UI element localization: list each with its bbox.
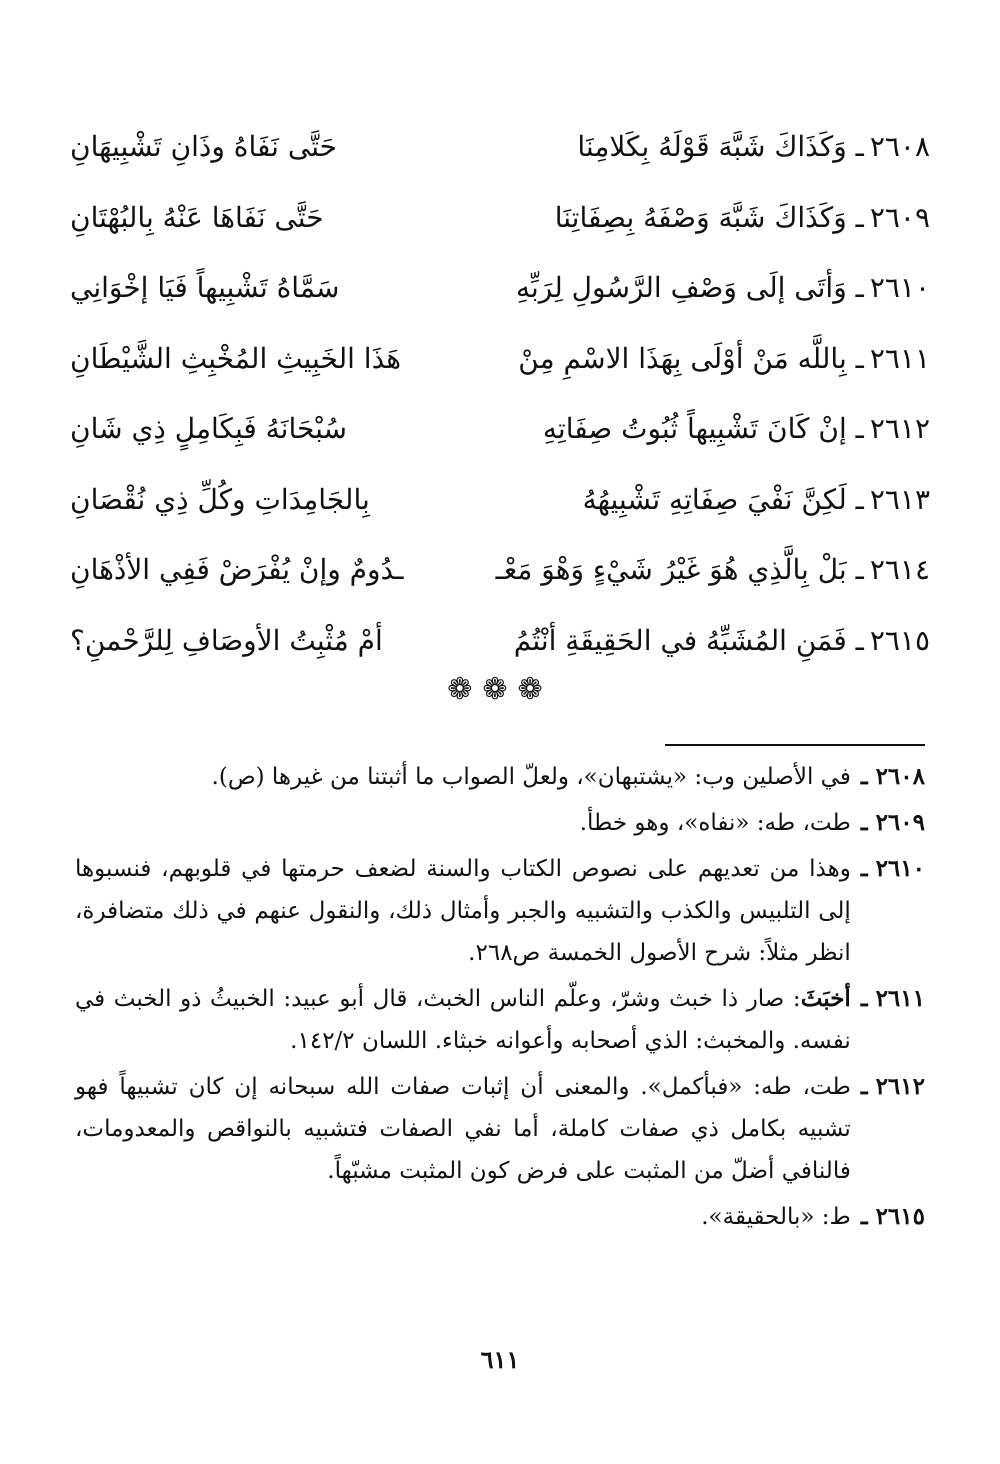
verse-number: ٢٦٠٩	[869, 200, 930, 234]
footnote-text: ط: «بالحقيقة».	[701, 1204, 851, 1230]
footnote-definition: : صار ذا خبث وشرّ، وعلّم الناس الخبث، قال أبو عبيد: الخبيثُ ذو الخبث في نفسه. والمخبث: الذي أصحابه وأعوانه خبثاء. اللسان ١٤٢/٢.	[75, 986, 851, 1054]
footnote	[75, 1196, 925, 1238]
footnote-number: ٢٦١٥ ـ	[860, 1203, 925, 1230]
footnote-number: ٢٦٠٨ ـ	[860, 763, 925, 790]
page-number: ٦١١	[480, 1345, 520, 1374]
verse-number: ٢٦١٣	[869, 482, 930, 516]
verse-first-text: وَأتَى إلَى وَصْفِ الرَّسُولِ لِرَبِّهِ	[515, 271, 847, 305]
verse-second-hemistich: بِالجَامِدَاتِ وكُلِّ ذِي نُقْصَانِ	[70, 482, 370, 516]
footnote-term: أخبَثَ	[800, 985, 851, 1012]
verse-first-text: بِاللَّه مَنْ أوْلَى بِهَذَا الاسْمِ مِنْ	[518, 341, 847, 375]
verse-second-hemistich: أمْ مُثْبِتُ الأوصَافِ لِلرَّحْمنِ؟	[70, 623, 383, 657]
verse-first-hemistich: ٢٦١٣ـ لَكِنَّ نَفْيَ صِفَاتِهِ تَشْبِيهُهُ	[582, 482, 930, 516]
verse-first-text: لَكِنَّ نَفْيَ صِفَاتِهِ تَشْبِيهُهُ	[582, 482, 847, 516]
verse-first-hemistich: ٢٦١١ـ بِاللَّه مَنْ أوْلَى بِهَذَا الاسْمِ مِنْ	[518, 341, 930, 375]
verse-first-text: وَكَذَاكَ شَبَّهَ وَصْفَهُ بِصِفَاتِنَا	[554, 200, 847, 234]
verse-number: ٢٦١١	[869, 341, 930, 375]
verse-number: ٢٦١٠	[869, 271, 930, 305]
verse-row	[70, 253, 930, 324]
footnote	[75, 802, 925, 844]
footnote-number: ٢٦١٠ ـ	[860, 855, 925, 882]
verse-row	[70, 465, 930, 536]
verse-row	[70, 112, 930, 183]
verse-second-hemistich: سَمَّاهُ تَشْبِيهاً فَيَا إخْوَانِي	[70, 271, 340, 305]
verse-row	[70, 606, 930, 677]
verse-row	[70, 324, 930, 395]
footnote	[75, 848, 925, 974]
verse-first-hemistich: ٢٦١٢ـ إنْ كَانَ تَشْبِيهاً ثُبُوتُ صِفَاتِهِ	[542, 412, 930, 446]
footnote	[75, 1066, 925, 1192]
verse-first-hemistich: ٢٦١٥ـ فَمَنِ المُشَبِّهُ في الحَقِيقَةِ أنْتُمُ	[513, 623, 930, 657]
verse-number: ٢٦١٤	[869, 553, 930, 587]
verse-row	[70, 394, 930, 465]
verse-second-hemistich: سُبْحَانَهُ فَبِكَامِلٍ ذِي شَانِ	[70, 412, 347, 446]
verse-second-hemistich: حَتَّى نَفَاهُ وذَانِ تَشْبِيهَانِ	[70, 130, 337, 164]
verse-first-hemistich: ٢٦٠٩ـ وَكَذَاكَ شَبَّهَ وَصْفَهُ بِصِفَاتِنَا	[554, 200, 930, 234]
footnote-text: طت، طه: «نفاه»، وهو خطأ.	[579, 810, 851, 836]
footnote-text: وهذا من تعديهم على نصوص الكتاب والسنة لضعف حرمتها في قلوبهم، فنسبوها إلى التلبيس والكذب والتشبيه والجبر وأمثال ذلك، والنقول عنهم في ذلك متضافرة، انظر مثلاً: شرح الأصول الخمسة ص٢٦٨.	[75, 856, 851, 966]
footnotes	[75, 756, 925, 1242]
verse-first-text: إنْ كَانَ تَشْبِيهاً ثُبُوتُ صِفَاتِهِ	[542, 412, 847, 446]
section-separator: ❁❁❁	[447, 672, 553, 707]
verse-first-text: فَمَنِ المُشَبِّهُ في الحَقِيقَةِ أنْتُمُ	[513, 623, 847, 657]
verse-first-text: بَلْ بِالَّذِي هُوَ غَيْرُ شَيْءٍ وَهْوَ مَعْـ	[495, 553, 847, 587]
poem-verses	[70, 112, 930, 676]
verse-first-hemistich: ٢٦١٤ـ بَلْ بِالَّذِي هُوَ غَيْرُ شَيْءٍ وَهْوَ مَعْـ	[495, 553, 930, 587]
verse-row	[70, 535, 930, 606]
footnote-text: في الأصلين وب: «يشتبهان»، ولعلّ الصواب ما أثبتنا من غيرها (ص).	[211, 764, 851, 790]
footnote-number: ٢٦١١ ـ	[860, 985, 925, 1012]
verse-second-hemistich: حَتَّى نَفَاهَا عَنْهُ بِالبُهْتَانِ	[70, 200, 324, 234]
footnote-rule	[665, 744, 925, 746]
verse-number: ٢٦١٥	[869, 623, 930, 657]
footnote-number: ٢٦٠٩ ـ	[860, 809, 925, 836]
footnote-number: ٢٦١٢ ـ	[860, 1073, 925, 1100]
footnote	[75, 756, 925, 798]
verse-first-text: وَكَذَاكَ شَبَّهَ قَوْلَهُ بِكَلامِنَا	[577, 130, 847, 164]
verse-number: ٢٦١٢	[869, 412, 930, 446]
verse-first-hemistich: ٢٦٠٨ـ وَكَذَاكَ شَبَّهَ قَوْلَهُ بِكَلامِنَا	[577, 130, 930, 164]
verse-second-hemistich: ـدُومٌ وإنْ يُفْرَضْ فَفِي الأذْهَانِ	[70, 553, 404, 587]
verse-first-hemistich: ٢٦١٠ـ وَأتَى إلَى وَصْفِ الرَّسُولِ لِرَبِّهِ	[515, 271, 930, 305]
verse-number: ٢٦٠٨	[869, 130, 930, 164]
footnote-text	[75, 978, 851, 1062]
footnote-text: طت، طه: «فبأكمل». والمعنى أن إثبات صفات الله سبحانه إن كان تشبيهاً فهو تشبيه بكامل ذي صفات كاملة، أما نفي الصفات فتشبيه بالنواقص والمعدومات، فالنافي أضلّ من المثبت على فرض كون المثبت مشبّهاً.	[75, 1074, 851, 1184]
verse-second-hemistich: هَذَا الخَبِيثِ المُخْبِثِ الشَّيْطَانِ	[70, 341, 402, 375]
footnote	[75, 978, 925, 1062]
verse-row	[70, 183, 930, 254]
